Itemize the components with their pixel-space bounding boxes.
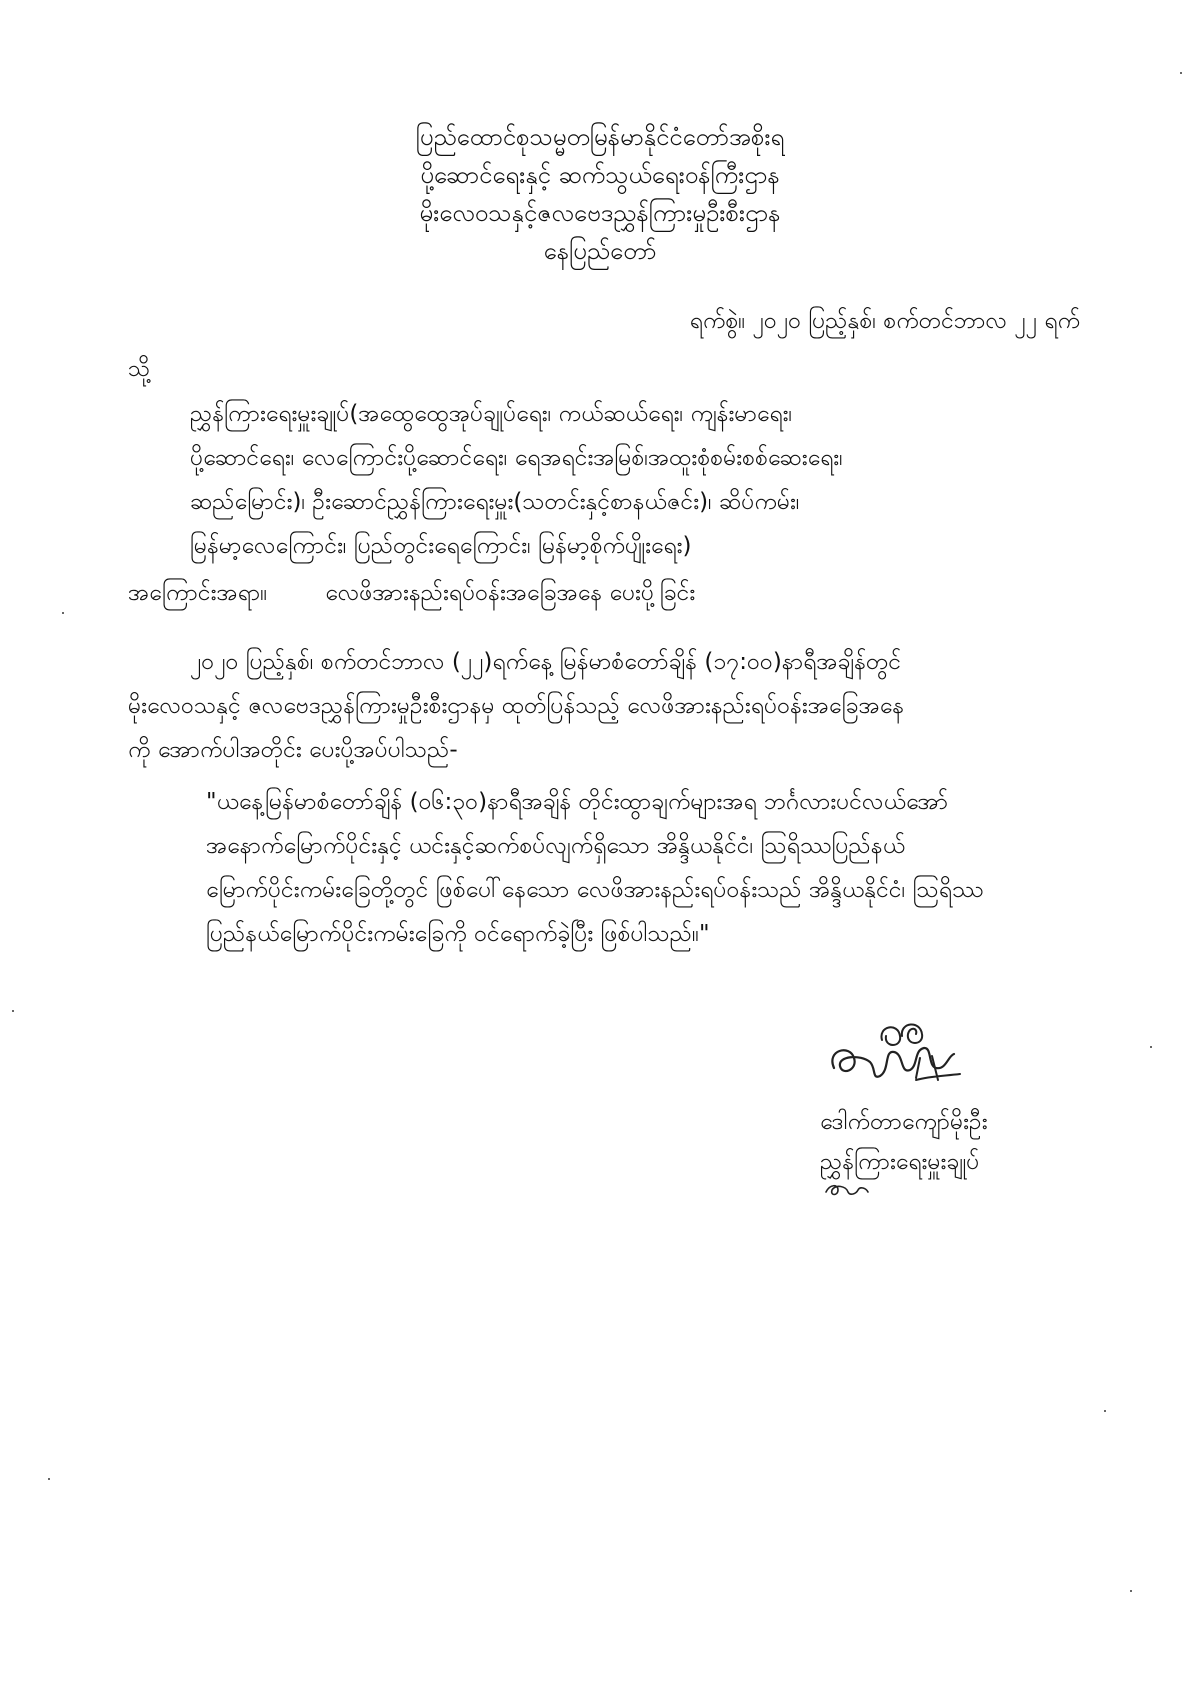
scan-speck — [1104, 1410, 1106, 1412]
recipients-line: မြန်မာ့လေကြောင်း၊ ပြည်တွင်းရေကြောင်း၊ မြန်မာ့စိုက်ပျိုးရေး) — [190, 533, 692, 559]
subject-text: လေဖိအားနည်းရပ်ဝန်းအခြေအနေ ပေးပို့ခြင်း — [325, 580, 696, 606]
quoted-bulletin — [128, 780, 1088, 956]
scan-speck — [1150, 1046, 1152, 1048]
quote-line: အနောက်မြောက်ပိုင်းနှင့် ယင်းနှင့်ဆက်စပ်လျက်ရှိသော အိန္ဒိယနိုင်ငံ၊ ဩရိဿပြည်နယ် — [206, 833, 906, 859]
quote-line: ပြည်နယ်မြောက်ပိုင်းကမ်းခြေကို ဝင်ရောက်ခဲ့ပြီး ဖြစ်ပါသည်။" — [206, 921, 710, 947]
letter-date: ရက်စွဲ။ ၂၀၂၀ ပြည့်နှစ်၊ စက်တင်ဘာလ ၂၂ ရက် — [689, 308, 1080, 334]
scan-speck — [1130, 1590, 1132, 1592]
body-line: ၂၀၂၀ ပြည့်နှစ်၊ စက်တင်ဘာလ (၂၂)ရက်နေ့ မြန်မာစံတော်ချိန် (၁၇:၀၀)နာရီအချိန်တွင် — [190, 649, 902, 675]
to-label: သို့ — [128, 356, 151, 382]
subject-line — [128, 578, 695, 612]
recipients-block — [190, 392, 1090, 568]
handwritten-initial — [822, 1178, 872, 1200]
signer-name: ဒေါက်တာကျော်မိုးဦး — [820, 1109, 988, 1135]
body-paragraph — [128, 640, 1088, 772]
letterhead-government: ပြည်ထောင်စုသမ္မတမြန်မာနိုင်ငံတော်အစိုးရ — [415, 123, 785, 151]
letterhead-ministry: ပို့ဆောင်ရေးနှင့် ဆက်သွယ်ရေးဝန်ကြီးဌာန — [420, 161, 780, 189]
quote-line: "ယနေ့မြန်မာစံတော်ချိန် (၀၆:၃၀)နာရီအချိန် တိုင်းထွာချက်များအရ ဘင်္ဂလားပင်လယ်အော် — [206, 789, 949, 815]
scan-speck — [12, 1010, 14, 1012]
body-line: မိုးလေဝသနှင့် ဇလဗေဒညွှန်ကြားမှုဦးစီးဌာနမှ ထုတ်ပြန်သည့် လေဖိအားနည်းရပ်ဝန်းအခြေအနေ — [128, 693, 905, 719]
letterhead — [0, 118, 1200, 270]
recipients-line: ညွှန်ကြားရေးမှူးချုပ်(အထွေထွေအုပ်ချုပ်ရေး၊ ကယ်ဆယ်ရေး၊ ကျန်းမာရေး၊ — [190, 401, 793, 427]
recipients-line: ပို့ဆောင်ရေး၊ လေကြောင်းပို့ဆောင်ရေး၊ ရေအရင်းအမြစ်၊အထူးစုံစမ်းစစ်ဆေးရေး၊ — [190, 445, 843, 471]
scan-speck — [48, 1478, 50, 1480]
quote-line: မြောက်ပိုင်းကမ်းခြေတို့တွင် ဖြစ်ပေါ်နေသော လေဖိအားနည်းရပ်ဝန်းသည် အိန္ဒိယနိုင်ငံ၊ ဩရိဿ — [206, 877, 984, 903]
body-line: ကို အောက်ပါအတိုင်း ပေးပို့အပ်ပါသည်- — [128, 737, 458, 763]
signer-title: ညွှန်ကြားရေးမှူးချုပ် — [820, 1149, 980, 1175]
scan-speck — [62, 612, 64, 614]
signer-block — [820, 1102, 988, 1182]
letterhead-city: နေပြည်တော် — [543, 237, 657, 265]
letterhead-department: မိုးလေဝသနှင့်ဇလဗေဒညွှန်ကြားမှုဦးစီးဌာန — [419, 199, 781, 227]
subject-label: အကြောင်းအရာ။ — [128, 580, 268, 606]
handwritten-signature — [820, 1010, 980, 1100]
recipients-line: ဆည်မြောင်း)၊ ဦးဆောင်ညွှန်ကြားရေးမှူး(သတင်းနှင့်စာနယ်ဇင်း)၊ ဆိပ်ကမ်း၊ — [190, 489, 800, 515]
scan-speck — [1180, 72, 1182, 74]
